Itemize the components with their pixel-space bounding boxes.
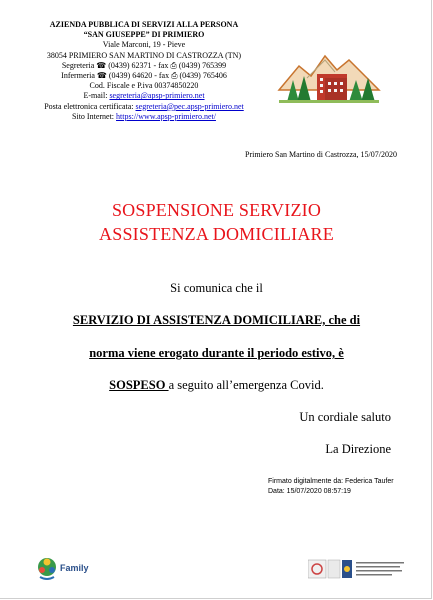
address-line1: Viale Marconi, 19 - Pieve (102, 40, 186, 50)
website-link[interactable]: https://www.apsp-primiero.net/ (116, 111, 216, 121)
certification-logos (308, 557, 406, 581)
tax-code: Cod. Fiscale e P.iva 00374850220 (89, 81, 199, 91)
notice-title-line2: ASSISTENZA DOMICILIARE (99, 224, 334, 244)
pec-link[interactable]: segreteria@pec.apsp-primiero.net (135, 101, 244, 111)
notice-title-line1: SOSPENSIONE SERVIZIO (111, 200, 322, 220)
body-line4 (0, 378, 433, 393)
signature: La Direzione (325, 442, 391, 456)
digital-signature-block (268, 477, 394, 497)
website-line (20, 112, 268, 122)
place-and-date: Primiero San Martino di Castrozza, 15/07/2020 (245, 150, 397, 159)
digital-signature-date: Data: 15/07/2020 08:57:19 (268, 488, 351, 495)
digital-signature-signer: Firmato digitalmente da: Federica Taufer (268, 478, 394, 485)
body-line2: SERVIZIO DI ASSISTENZA DOMICILIARE, che di (72, 313, 361, 327)
phone-infermeria: Infermeria ☎ (0439) 64620 - fax ⎙ (0439) 765406 (61, 71, 227, 81)
body-line4-rest: a seguito all’emergenza Covid. (168, 378, 324, 392)
email-link[interactable]: segreteria@apsp-primiero.net (109, 91, 205, 101)
letterhead (20, 20, 268, 122)
email-label: E-mail: (83, 91, 110, 101)
email-line (20, 91, 268, 101)
closing-greeting: Un cordiale saluto (299, 410, 391, 424)
phone-segreteria: Segreteria ☎ (0439) 62371 - fax ⎙ (0439) 765399 (61, 60, 227, 70)
org-name-line2: “SAN GIUSEPPE” DI PRIMIERO (83, 30, 205, 40)
family-logo-text: Family (60, 563, 89, 573)
body-line3: norma viene erogato durante il periodo estivo, è (89, 346, 344, 360)
family-logo (36, 553, 96, 583)
organization-logo (277, 50, 381, 104)
pec-line (20, 102, 268, 112)
body-line1: Si comunica che il (170, 281, 263, 295)
pec-label: Posta elettronica certificata: (44, 101, 136, 111)
address-line2: 38054 PRIMIERO SAN MARTINO DI CASTROZZA (TN) (46, 50, 242, 60)
org-name-line1: AZIENDA PUBBLICA DI SERVIZI ALLA PERSONA (49, 20, 239, 29)
website-label: Sito Internet: (72, 111, 117, 121)
suspended-word: SOSPESO (109, 378, 169, 392)
